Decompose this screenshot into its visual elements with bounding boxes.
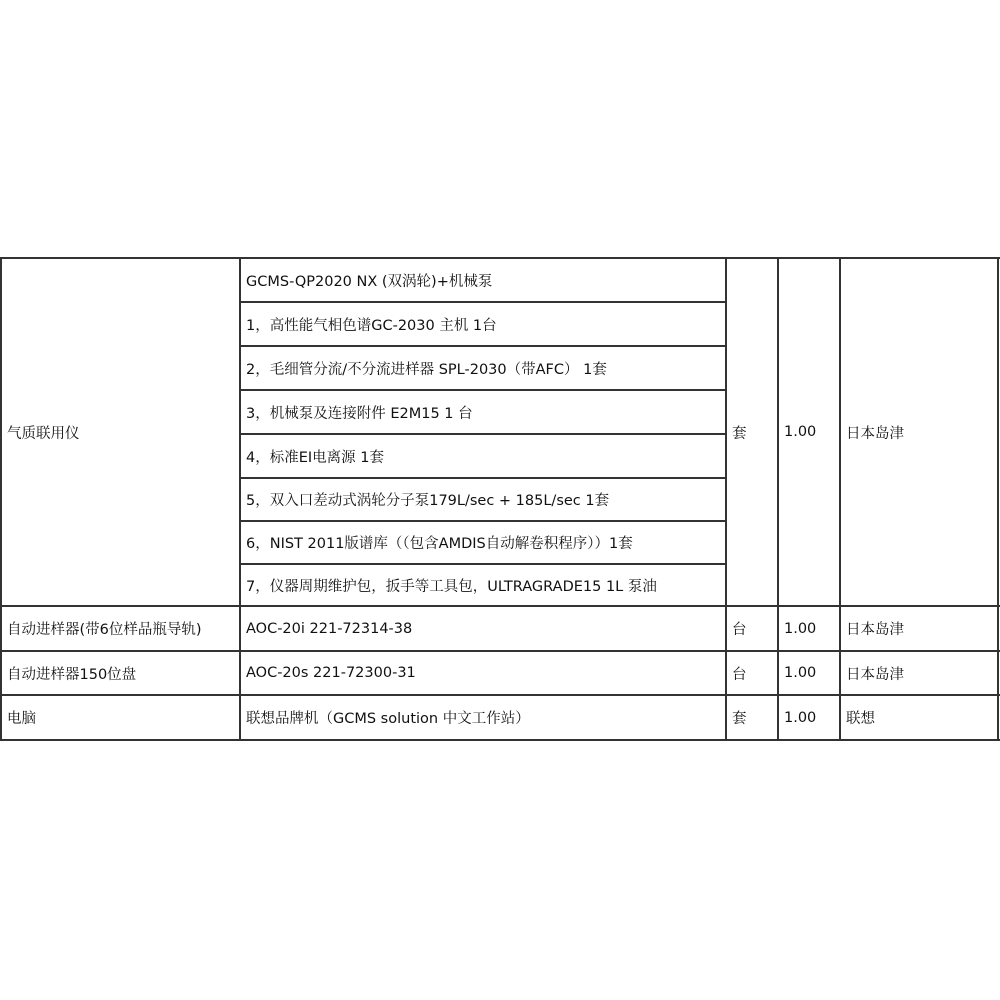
item-brand: 日本岛津	[846, 622, 904, 638]
item-detail: 4，标准EI电离源 1套	[246, 449, 384, 466]
item-detail: 6，NIST 2011版谱库（（包含AMDIS自动解卷积程序））1套	[246, 536, 633, 552]
item-detail: 7，仪器周期维护包，扳手等工具包，ULTRAGRADE15 1L 泵油	[246, 578, 657, 595]
table-border-bottom	[0, 739, 1000, 741]
item-brand: 日本岛津	[846, 666, 904, 683]
item-detail: AOC-20s 221-72300-31	[246, 665, 416, 681]
item-unit: 套	[732, 711, 747, 727]
item-unit: 台	[732, 666, 747, 683]
item-detail: 1，高性能气相色谱GC-2030 主机 1台	[246, 317, 497, 334]
item-brand: 联想	[846, 711, 875, 727]
item-qty: 1.00	[784, 620, 817, 637]
item-name: 自动进样器(带6位样品瓶导轨)	[7, 622, 202, 638]
item-detail: 5，双入口差动式涡轮分子泵179L/sec + 185L/sec 1套	[246, 493, 610, 509]
item-name: 气质联用仪	[7, 425, 80, 442]
item-qty: 1.00	[784, 709, 817, 726]
table-border-right	[997, 257, 999, 741]
item-detail: 2，毛细管分流/不分流进样器 SPL-2030（带AFC） 1套	[246, 361, 607, 378]
item-qty: 1.00	[784, 665, 817, 681]
item-detail: 3，机械泵及连接附件 E2M15 1 台	[246, 405, 473, 422]
item-detail: AOC-20i 221-72314-38	[246, 620, 413, 637]
item-name: 自动进样器150位盘	[7, 666, 137, 683]
item-detail: 联想品牌机（GCMS solution 中文工作站）	[246, 711, 530, 727]
item-unit: 套	[732, 425, 747, 442]
item-unit: 台	[732, 622, 747, 638]
item-qty: 1.00	[784, 424, 817, 440]
item-detail: GCMS-QP2020 NX (双涡轮)+机械泵	[246, 273, 493, 290]
item-name: 电脑	[7, 711, 36, 727]
item-brand: 日本岛津	[846, 425, 904, 442]
